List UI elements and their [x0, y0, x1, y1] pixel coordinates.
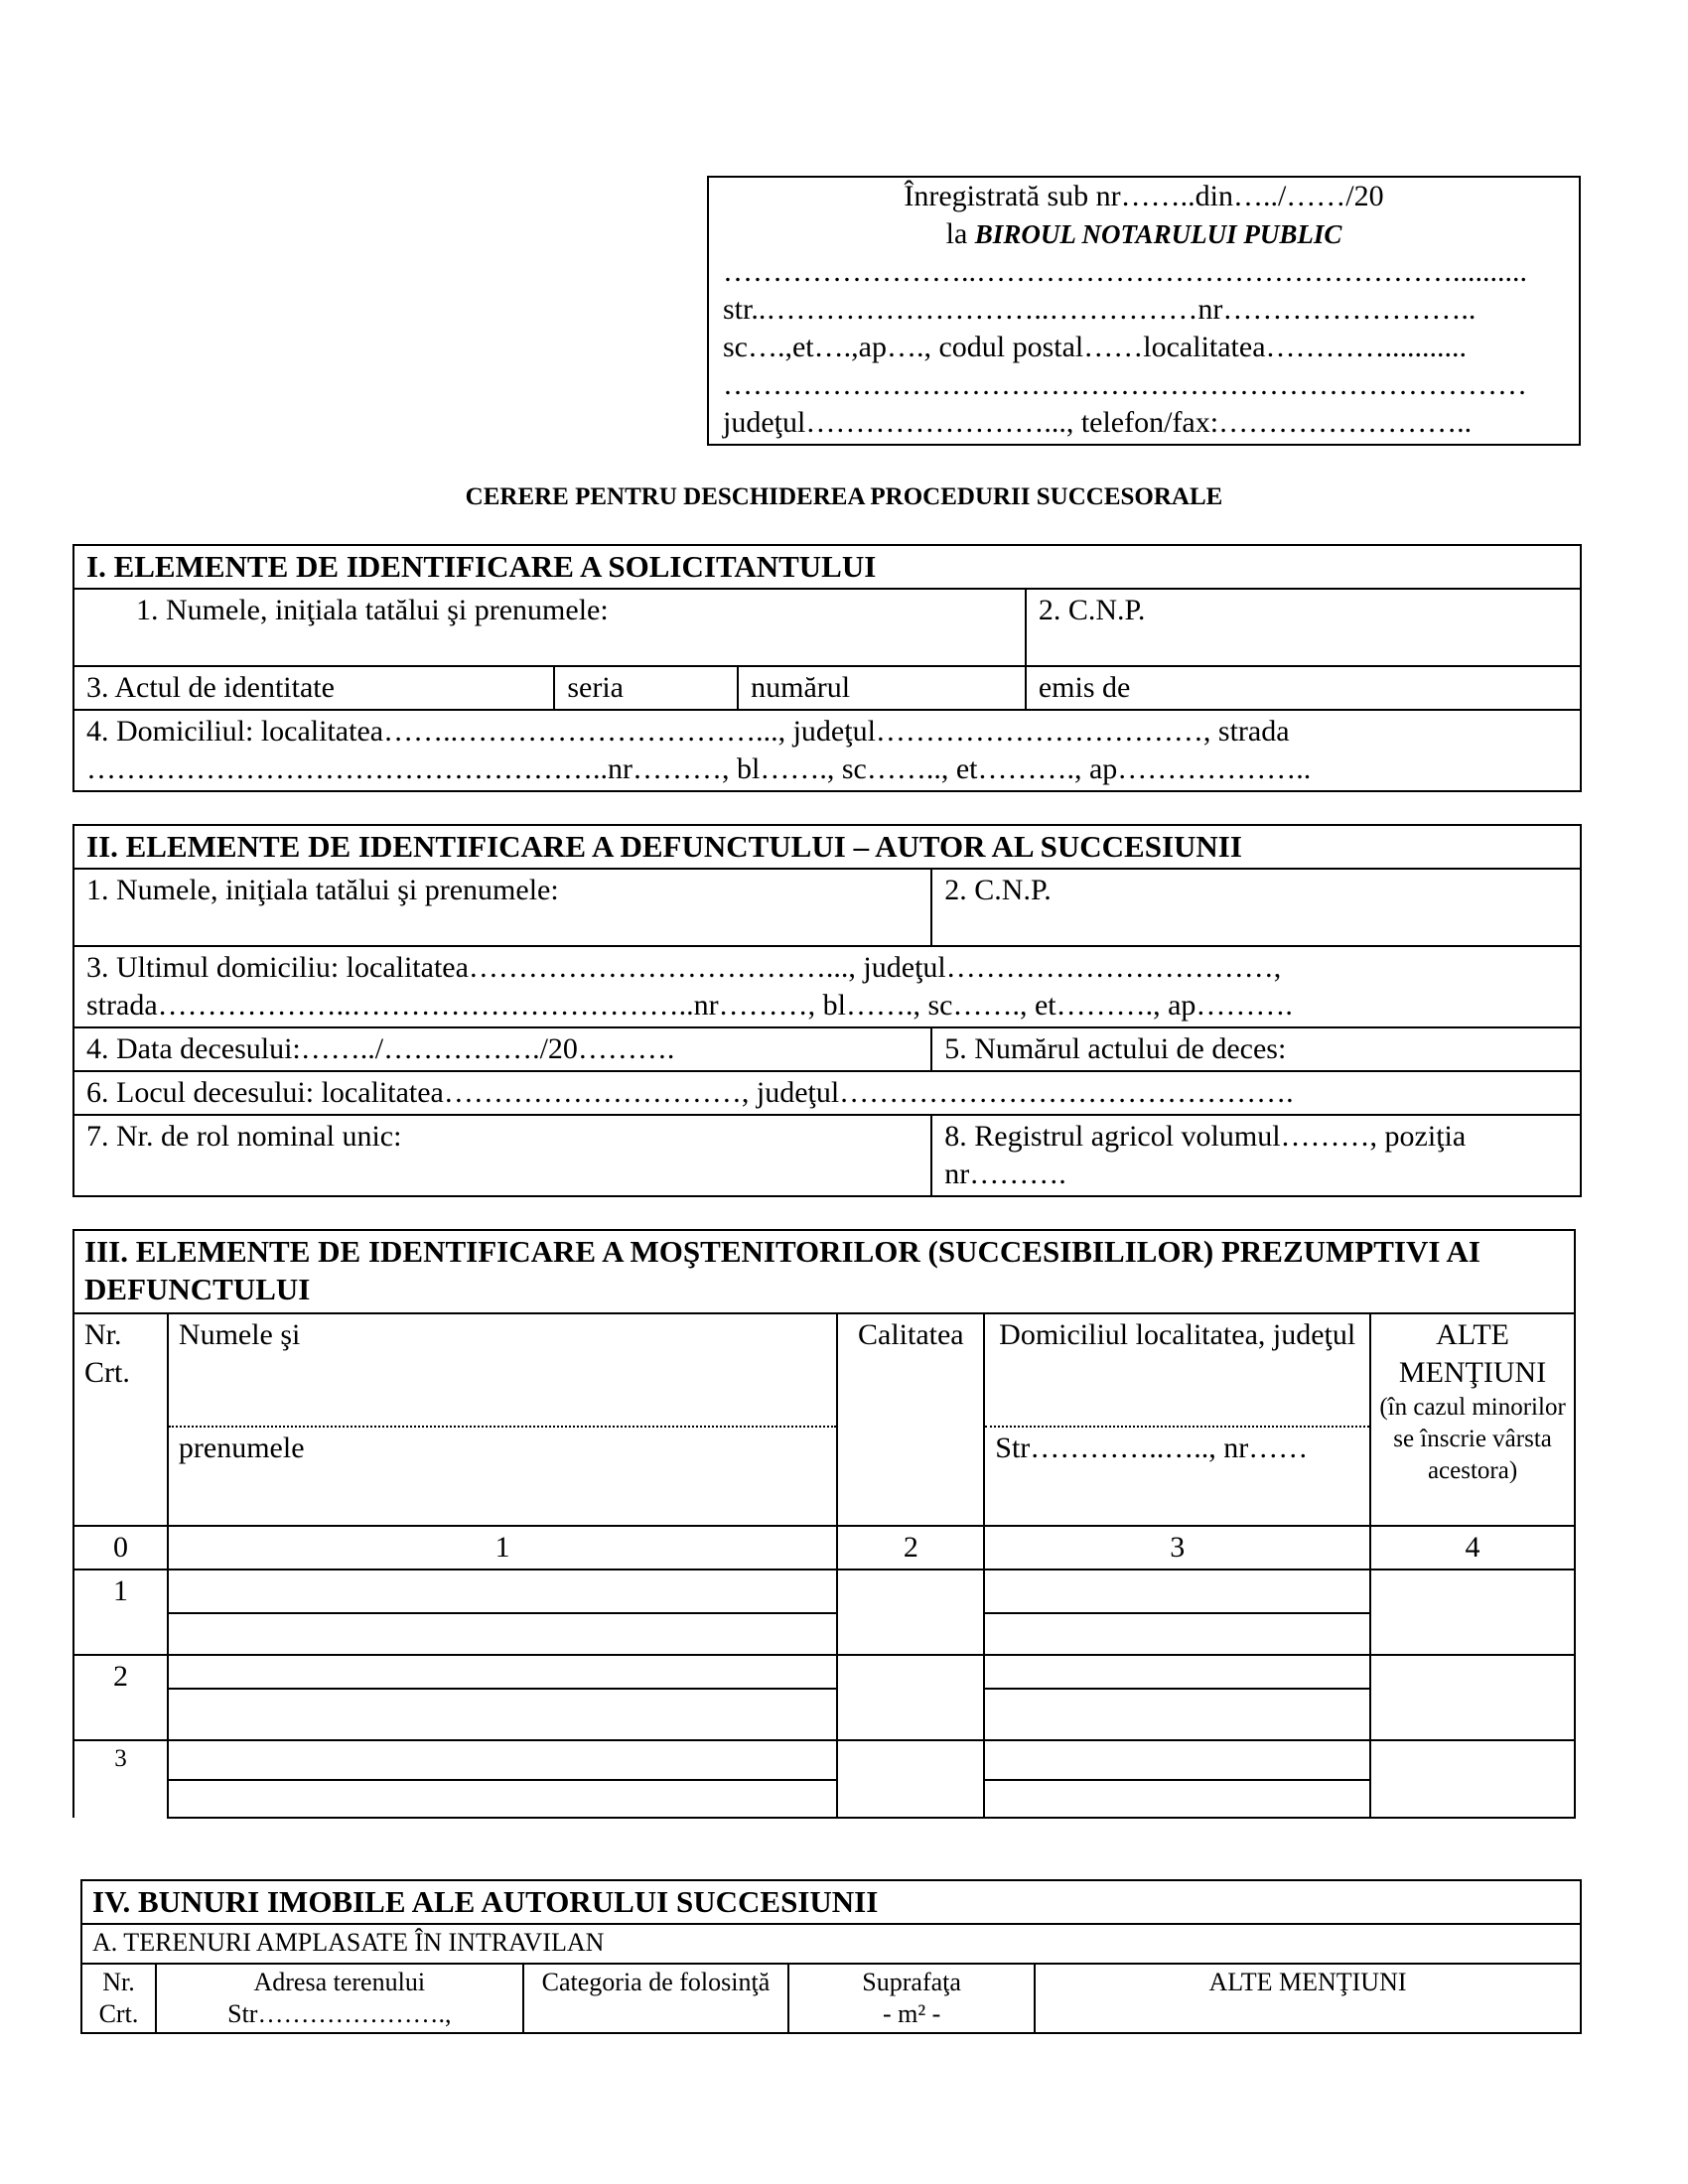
- registration-number-line: Înregistrată sub nr……..din…../……/20: [904, 180, 1384, 212]
- heir-quality-cell[interactable]: [837, 1655, 984, 1740]
- role-number-field[interactable]: 7. Nr. de rol nominal unic:: [73, 1115, 931, 1196]
- heir-quality-cell[interactable]: [837, 1740, 984, 1818]
- heir-domicile-cell[interactable]: [984, 1570, 1370, 1655]
- column-name: Numele şi prenumele: [168, 1313, 837, 1526]
- applicant-name-field[interactable]: 1. Numele, iniţiala tatălui şi prenumele:: [73, 589, 1026, 666]
- id-series-field[interactable]: seria: [554, 666, 738, 710]
- column-number: 1: [168, 1526, 837, 1570]
- death-certificate-number-field[interactable]: 5. Numărul actului de deces:: [931, 1027, 1581, 1071]
- heir-quality-cell[interactable]: [837, 1570, 984, 1655]
- section-3-header: III. ELEMENTE DE IDENTIFICARE A MOŞTENITORILOR (SUCCESIBILILOR) PREZUMPTIVI AI DEFUNCTULUI: [73, 1230, 1575, 1313]
- column-number: 2: [837, 1526, 984, 1570]
- heir-name-cell[interactable]: [168, 1655, 837, 1740]
- notary-office-line: la BIROUL NOTARULUI PUBLIC: [945, 217, 1342, 250]
- row-number: 2: [73, 1655, 168, 1740]
- heir-domicile-cell[interactable]: [984, 1740, 1370, 1818]
- section-4-subheader: A. TERENURI AMPLASATE ÎN INTRAVILAN: [81, 1924, 1581, 1964]
- applicant-domicile-field[interactable]: 4. Domiciliul: localitatea……..…………………………..., judeţul……………………………, strada ……………………………………………..nr………, bl……., sc…….., et………., ap………………..: [73, 710, 1581, 791]
- deceased-name-field[interactable]: 1. Numele, iniţiala tatălui şi prenumele:: [73, 869, 931, 946]
- column-domicile: Domiciliul localitatea, judeţul Str…………..….., nr……: [984, 1313, 1370, 1526]
- column-other-mentions: ALTE MENŢIUNI (în cazul minorilor se înscrie vârsta acestora): [1370, 1313, 1575, 1526]
- applicant-cnp-field[interactable]: 2. C.N.P.: [1026, 589, 1581, 666]
- land-column-nr-crt: Nr. Crt.: [81, 1964, 156, 2033]
- heir-domicile-cell[interactable]: [984, 1655, 1370, 1740]
- section-1-table: [72, 544, 1582, 792]
- county-phone-line: judeţul……………………..., telefon/fax:……………………..: [723, 406, 1473, 439]
- id-number-field[interactable]: numărul: [738, 666, 1026, 710]
- death-date-field[interactable]: 4. Data decesului:……../……………./20……….: [73, 1027, 931, 1071]
- locality-line: ………………………………………………………………………: [723, 368, 1527, 401]
- land-column-address: Adresa terenului Str………………….,: [156, 1964, 523, 2033]
- notary-name-line: ……………………..…………………………………………..........: [723, 255, 1527, 288]
- heir-mentions-cell[interactable]: [1370, 1740, 1575, 1818]
- street-line: str..………………………..……………nr……………………..: [723, 293, 1477, 326]
- row-number: 3: [73, 1740, 168, 1818]
- column-number: 0: [73, 1526, 168, 1570]
- column-numbers-row: [73, 1526, 1575, 1570]
- section-4-header: IV. BUNURI IMOBILE ALE AUTORULUI SUCCESIUNII: [81, 1880, 1581, 1924]
- column-nr-crt: Nr. Crt.: [73, 1313, 168, 1526]
- row-number: 1: [73, 1570, 168, 1655]
- deceased-domicile-field[interactable]: 3. Ultimul domiciliu: localitatea………………………………..., judeţul……………………………, strada………………..……………………………..nr………, bl……., sc……., et………., ap……….: [73, 946, 1581, 1027]
- heir-name-cell[interactable]: [168, 1740, 837, 1818]
- table-row: [73, 1740, 1575, 1818]
- column-number: 3: [984, 1526, 1370, 1570]
- section-2-table: [72, 824, 1582, 1197]
- section-1-header: I. ELEMENTE DE IDENTIFICARE A SOLICITANTULUI: [73, 545, 1581, 589]
- deceased-cnp-field[interactable]: 2. C.N.P.: [931, 869, 1581, 946]
- registration-box: [707, 176, 1581, 446]
- land-column-category: Categoria de folosinţă: [523, 1964, 789, 2033]
- column-quality: Calitatea: [837, 1313, 984, 1526]
- land-column-other-mentions: ALTE MENŢIUNI: [1035, 1964, 1581, 2033]
- agricultural-register-field[interactable]: 8. Registrul agricol volumul………, poziţia nr……….: [931, 1115, 1581, 1196]
- id-issued-by-field[interactable]: emis de: [1026, 666, 1581, 710]
- notary-office-name: BIROUL NOTARULUI PUBLIC: [974, 219, 1342, 249]
- section-4-table: [80, 1879, 1582, 2034]
- heir-mentions-cell[interactable]: [1370, 1655, 1575, 1740]
- land-column-area: Suprafaţa - m² -: [788, 1964, 1035, 2033]
- id-document-label: 3. Actul de identitate: [73, 666, 554, 710]
- address-details-line: sc….,et….,ap…., codul postal……localitatea…………...........: [723, 331, 1468, 363]
- section-3-table: [72, 1229, 1576, 1819]
- heir-name-cell[interactable]: [168, 1570, 837, 1655]
- column-number: 4: [1370, 1526, 1575, 1570]
- heir-mentions-cell[interactable]: [1370, 1570, 1575, 1655]
- section-2-header: II. ELEMENTE DE IDENTIFICARE A DEFUNCTULUI – AUTOR AL SUCCESIUNII: [73, 825, 1581, 869]
- death-place-field[interactable]: 6. Locul decesului: localitatea…………………………, judeţul……………………………………….: [73, 1071, 1581, 1115]
- table-row: [73, 1655, 1575, 1740]
- page-title: CERERE PENTRU DESCHIDEREA PROCEDURII SUCCESORALE: [465, 483, 1223, 510]
- table-row: [73, 1570, 1575, 1655]
